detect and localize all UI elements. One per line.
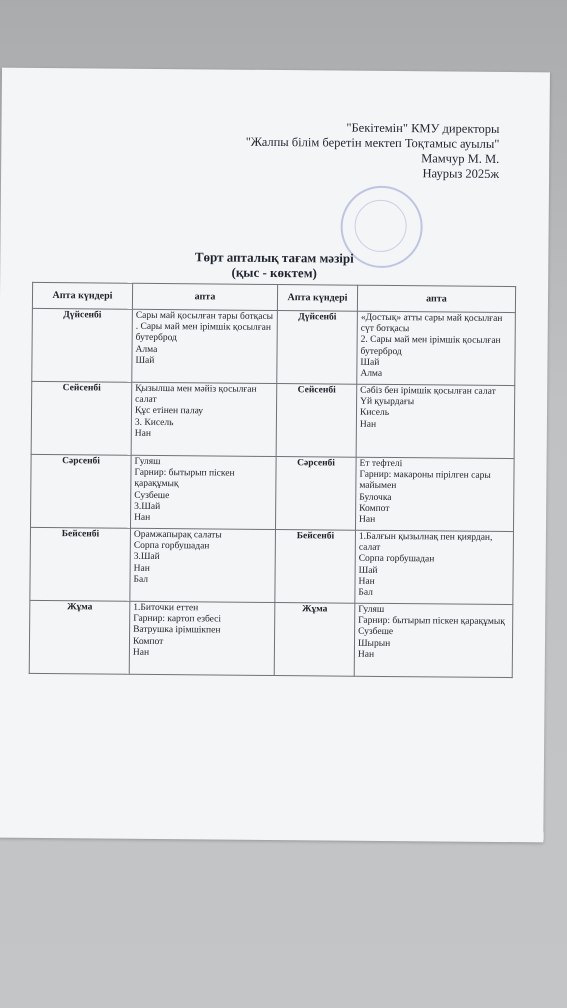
menu-item: Сары май қосылған тары ботқасы — [135, 310, 274, 322]
menu-item: Сорпа горбушадан — [358, 554, 435, 565]
menu-item: 1.Биточки еттен — [133, 602, 199, 614]
menu-item: Нан — [134, 428, 152, 439]
menu-item: Сузбеше — [134, 490, 170, 501]
menu-cell — [354, 603, 513, 677]
day-cell: Дүйсенбі — [32, 308, 133, 382]
document-subtitle: (қыс - көктем) — [231, 264, 317, 281]
menu-item: Нан — [359, 514, 376, 525]
menu-item: Қызылша мен мәйіз қосылған салат — [135, 383, 257, 406]
day-cell: Жұма — [274, 603, 355, 677]
menu-item: Нан — [132, 647, 150, 658]
menu-item: Шай — [135, 355, 155, 366]
menu-item: Ет тефтелі — [359, 458, 403, 470]
menu-cell — [357, 311, 516, 385]
menu-item: Бал — [358, 587, 373, 598]
menu-item: Гарнир: бытырып піскен қарақұмық — [358, 615, 505, 628]
menu-item: Шырын — [357, 638, 391, 649]
menu-item: Гарнир: макароны пірілген сары майымен — [359, 469, 491, 492]
menu-item: Сузбеше — [358, 627, 394, 638]
menu-item: Гарнир: картоп езбесі — [133, 613, 222, 625]
menu-item: Алма — [135, 344, 158, 355]
menu-item: Нан — [134, 512, 151, 523]
menu-table — [29, 282, 516, 678]
menu-item: 3.Шай — [134, 501, 161, 512]
menu-item: Гарнир: бытырып піскен қарақұмық — [134, 467, 235, 490]
menu-item: Нан — [358, 576, 375, 587]
table-row — [32, 308, 516, 385]
menu-cell — [130, 528, 276, 602]
approval-line: Наурыз 2025ж — [422, 166, 500, 181]
menu-cell — [131, 382, 277, 456]
day-cell: Дүйсенбі — [277, 311, 358, 385]
menu-item: Шай — [360, 357, 380, 368]
day-cell: Бейсенбі — [30, 527, 131, 601]
menu-item: 3. Кисель — [134, 417, 174, 428]
menu-cell — [355, 530, 514, 604]
menu-cell — [129, 601, 275, 675]
table-row — [31, 381, 515, 458]
table-row — [29, 600, 513, 677]
day-cell: Сейсенбі — [31, 381, 132, 455]
header-week: апта — [132, 283, 277, 310]
menu-item: Компот — [359, 503, 390, 514]
menu-item: Сорпа горбушадан — [133, 540, 210, 552]
menu-item: Булочка — [359, 492, 392, 503]
menu-cell — [130, 455, 276, 529]
menu-item: Құс етінен палау — [134, 406, 204, 417]
menu-cell — [355, 457, 514, 531]
menu-item: Нан — [357, 649, 375, 660]
header-days: Апта күндері — [277, 285, 357, 312]
menu-document — [0, 68, 550, 843]
menu-item: Кисель — [359, 408, 390, 419]
day-cell: Сәрсенбі — [30, 454, 131, 528]
menu-item: Нан — [133, 563, 150, 574]
menu-item: Ватрушка ірімшікпен — [133, 625, 221, 636]
menu-item: 3.Шай — [133, 552, 160, 563]
menu-item: Бал — [133, 574, 149, 585]
approval-block — [245, 120, 499, 182]
table-row — [30, 454, 514, 531]
menu-item: . Сары май мен ірімшік қосылған бутерброд — [135, 321, 272, 344]
menu-item: Нан — [359, 419, 377, 430]
header-week: апта — [357, 285, 515, 312]
menu-cell — [132, 309, 278, 383]
menu-item: Орамжапырақ салаты — [133, 529, 222, 541]
menu-item: Гуляш — [134, 456, 161, 468]
menu-item: Компот — [132, 636, 164, 647]
menu-item: Гуляш — [358, 604, 385, 615]
menu-item: Сәбіз бен ірімшік қосылған салат — [360, 385, 496, 397]
menu-item: 2. Сары май мен ірімшік қосылған бутерброд — [360, 335, 501, 357]
document-title: Төрт апталық тағам мәзірі — [194, 249, 354, 266]
menu-cell — [356, 384, 515, 458]
day-cell: Жұма — [29, 600, 130, 674]
table-row — [30, 527, 514, 604]
day-cell: Бейсенбі — [275, 530, 356, 604]
day-cell: Сейсенбі — [276, 384, 357, 458]
menu-item: «Достық» атты сары май қосылған сүт ботқасы — [360, 312, 503, 335]
header-days: Апта күндері — [32, 282, 132, 309]
approval-line: Мамчур М. М. — [421, 151, 500, 166]
menu-item: Үй қуырдағы — [360, 396, 415, 408]
menu-item: 1.Балғын қызылнақ пен қиярдан, салат — [358, 531, 493, 554]
day-cell: Сәрсенбі — [275, 457, 356, 531]
approval-line: "Бекітемін" КМУ директоры — [346, 120, 500, 136]
approval-line: "Жалпы білім беретін мектеп Тоқтамыс ауылы" — [245, 134, 500, 151]
menu-item: Шай — [358, 565, 378, 576]
menu-item: Алма — [360, 368, 383, 379]
